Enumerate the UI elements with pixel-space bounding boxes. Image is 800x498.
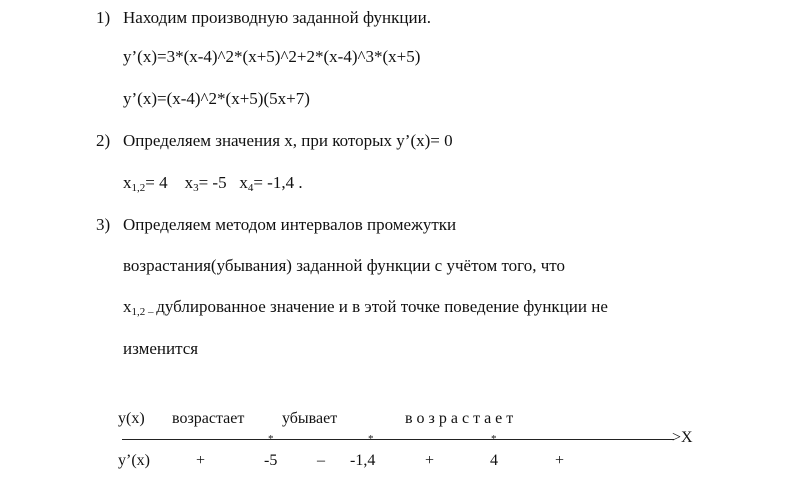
derivative-formula-1: y’(x)=3*(x-4)^2*(x+5)^2+2*(x-4)^3*(x+5) bbox=[123, 47, 421, 66]
point-marker-minus-5: * bbox=[268, 433, 274, 445]
sign-interval-3: + bbox=[425, 452, 435, 469]
roots-line bbox=[123, 173, 303, 194]
sign-interval-4: + bbox=[555, 452, 565, 469]
root-x12: $x_{1,2}= 4$ bbox=[123, 173, 168, 194]
step-1-text: Находим производную заданной функции. bbox=[123, 8, 431, 27]
step-3-continuation-2: $x_{1,2 -}$ дублированное значение и в этой точке поведение функции не bbox=[123, 297, 608, 318]
step-3-text: Определяем методом интервалов промежутки bbox=[123, 215, 457, 234]
step-3-continuation-1: возрастания(убывания) заданной функции с учётом того, что bbox=[123, 256, 565, 275]
point-minus-5: -5 bbox=[264, 452, 278, 469]
sign-interval-1: + bbox=[196, 452, 206, 469]
root-x4: $x_4= -1,4$ . bbox=[239, 173, 303, 194]
interval-increasing-2: в о з р а с т а е т bbox=[405, 410, 514, 427]
function-label: y(x) bbox=[118, 410, 145, 427]
step-1-number: 1) bbox=[96, 8, 111, 27]
sign-interval-2: – bbox=[317, 452, 325, 469]
point-marker-4: * bbox=[491, 433, 497, 445]
interval-increasing-1: возрастает bbox=[172, 410, 245, 427]
point-minus-1-4: -1,4 bbox=[350, 452, 376, 469]
step-3-number: 3) bbox=[96, 215, 111, 234]
point-marker-minus-1-4: * bbox=[368, 433, 374, 445]
step-2-text: Определяем значения x, при которых y’(x)= 0 bbox=[123, 131, 453, 150]
step-3-continuation-3: изменится bbox=[123, 339, 199, 358]
point-4: 4 bbox=[490, 452, 498, 469]
number-line-axis bbox=[122, 439, 674, 440]
derivative-label: y’(x) bbox=[118, 452, 150, 469]
derivative-formula-2: y’(x)=(x-4)^2*(x+5)(5x+7) bbox=[123, 89, 310, 108]
axis-arrow-x: >X bbox=[672, 429, 693, 446]
step-2-number: 2) bbox=[96, 131, 111, 150]
interval-decreasing: убывает bbox=[282, 410, 338, 427]
root-x3: $x_3= -5$ bbox=[184, 173, 227, 194]
